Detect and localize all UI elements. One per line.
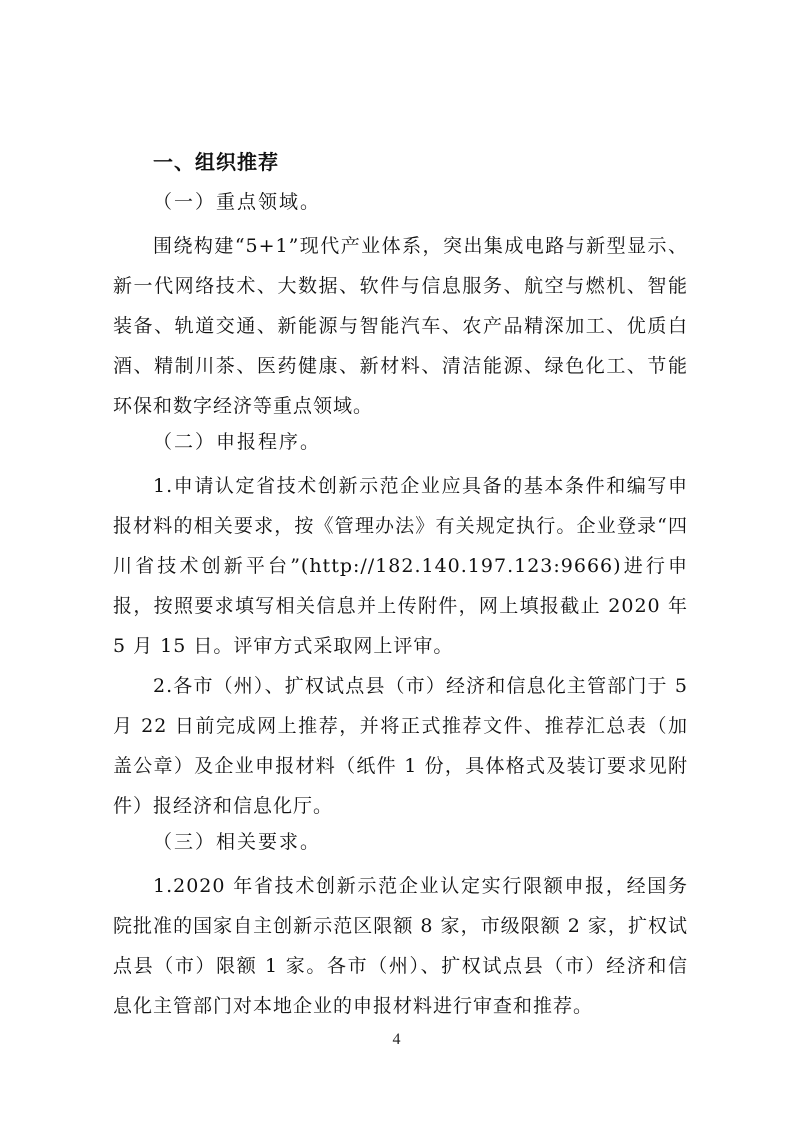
paragraph-procedure-2: 2.各市（州）、扩权试点县（市）经济和信息化主管部门于 5 月 22 日前完成网上推荐，并将正式推荐文件、推荐汇总表（加盖公章）及企业申报材料（纸件 1 份，具体格式及装订要求见附件）报经济和信息化厅。: [113, 675, 688, 817]
section-title: 一、组织推荐: [153, 150, 279, 174]
paragraph-procedure-1: 1.申请认定省技术创新示范企业应具备的基本条件和编写申报材料的相关要求，按《管理办法》有关规定执行。企业登录“四川省技术创新平台”(http://182.140.197.123:9666)进行申报，按照要求填写相关信息并上传附件，网上填报截止 2020 年 5 月 15 日。评审方式采取网上评审。: [113, 475, 688, 657]
subsection-requirements: （三）相关要求。: [153, 831, 322, 853]
document-body: [113, 146, 688, 1026]
subsection-key-areas: （一）重点领域。: [153, 191, 322, 213]
subsection-procedure: （二）申报程序。: [153, 431, 322, 453]
page-number: 4: [392, 1031, 401, 1048]
paragraph-requirements-1: 1.2020 年省技术创新示范企业认定实行限额申报，经国务院批准的国家自主创新示范区限额 8 家，市级限额 2 家，扩权试点县（市）限额 1 家。各市（州）、扩权试点县（市）经济和信息化主管部门对本地企业的申报材料进行审查和推荐。: [113, 875, 688, 1017]
paragraph-key-areas: 围绕构建“5+1”现代产业体系，突出集成电路与新型显示、新一代网络技术、大数据、软件与信息服务、航空与燃机、智能装备、轨道交通、新能源与智能汽车、农产品精深加工、优质白酒、精制川茶、医药健康、新材料、清洁能源、绿色化工、节能环保和数字经济等重点领域。: [113, 235, 688, 417]
